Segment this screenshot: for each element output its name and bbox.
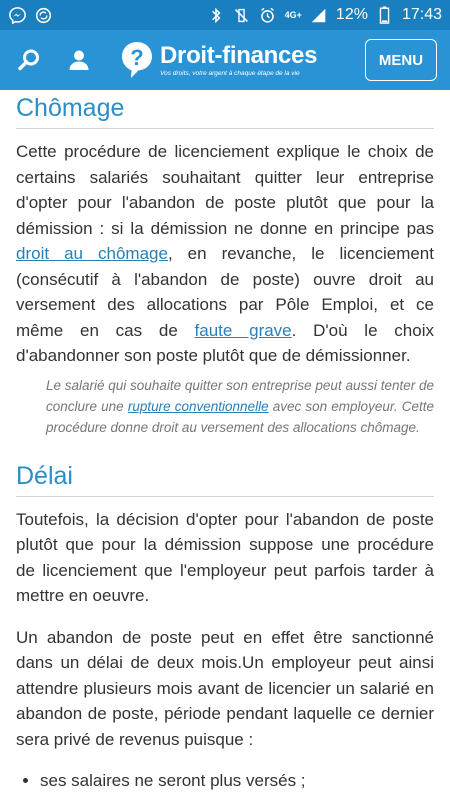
battery-icon: [376, 6, 394, 24]
signal-icon: [310, 6, 328, 24]
status-left: [8, 6, 52, 24]
logo-text: [160, 43, 317, 78]
site-logo[interactable]: [120, 40, 317, 80]
bluetooth-icon: [207, 6, 225, 24]
search-icon: [17, 48, 41, 72]
user-icon: [67, 48, 91, 72]
paragraph-text: , en revanche, le licenciement (consécutif à l'abandon de poste) ouvre droit au versement des allocations par Pôle Emploi, et ce même en cas de: [16, 244, 434, 340]
logo-title: Droit-finances: [160, 41, 318, 69]
clock: 17:43: [401, 6, 442, 23]
link-droit-au-chomage[interactable]: droit au chômage: [16, 244, 168, 263]
article-content: [0, 90, 450, 793]
list-item: • ses salaires ne seront plus versés ;: [40, 768, 434, 793]
account-button[interactable]: [60, 41, 98, 79]
note-text: Le salarié qui souhaite quitter son entreprise peut aussi tenter de conclure une: [46, 377, 434, 414]
note-rupture-conventionnelle: [16, 375, 434, 438]
logo-tagline: Vos droits, votre argent à chaque étape de la vie: [160, 69, 300, 77]
alarm-icon: [259, 6, 277, 24]
sync-icon: [34, 6, 52, 24]
svg-text:?: ?: [130, 45, 144, 70]
note-text: avec son employeur. Cette procédure donne droit au versement des allocations chômage.: [46, 398, 434, 435]
paragraph-delai-2: Un abandon de poste peut en effet être sanctionné dans un délai de deux mois.Un employeur peut ainsi attendre plusieurs mois avant de licencier un salarié en abandon de poste, période pendant laquelle ce dernier sera privé de revenus puisque :: [16, 627, 434, 749]
paragraph-text: Cette procédure de licenciement explique le choix de certains salariés souhaitant quitter leur entreprise d'opter pour l'abandon de poste plutôt que pour la démission : si la démission ne donne en principe pas: [16, 142, 434, 238]
paragraph-delai-1: Toutefois, la décision d'opter pour l'abandon de poste plutôt que pour la démission suppose une procédure de licenciement que l'employeur peut parfois tarder à mettre en oeuvre.: [16, 509, 434, 605]
bullet-list: [16, 768, 434, 793]
vibrate-off-icon: [233, 6, 251, 24]
battery-percent: 12%: [335, 6, 368, 23]
logo-mark-icon: [120, 40, 154, 80]
messenger-icon: [8, 6, 26, 24]
network-type: 4G+: [284, 10, 302, 20]
link-faute-grave[interactable]: faute grave: [194, 320, 292, 340]
section-title-chomage: Chômage: [16, 90, 434, 129]
search-button[interactable]: [10, 41, 48, 79]
paragraph-chomage: [16, 139, 434, 369]
status-right: [207, 6, 442, 24]
site-header: [0, 30, 450, 90]
menu-button[interactable]: MENU: [365, 39, 437, 81]
section-title-delai: Délai: [16, 458, 434, 497]
status-bar: [0, 0, 450, 30]
link-rupture-conventionnelle[interactable]: rupture conventionnelle: [127, 398, 269, 414]
paragraph-text: . D'où le choix d'abandonner son poste plutôt que de démissionner.: [16, 320, 434, 365]
